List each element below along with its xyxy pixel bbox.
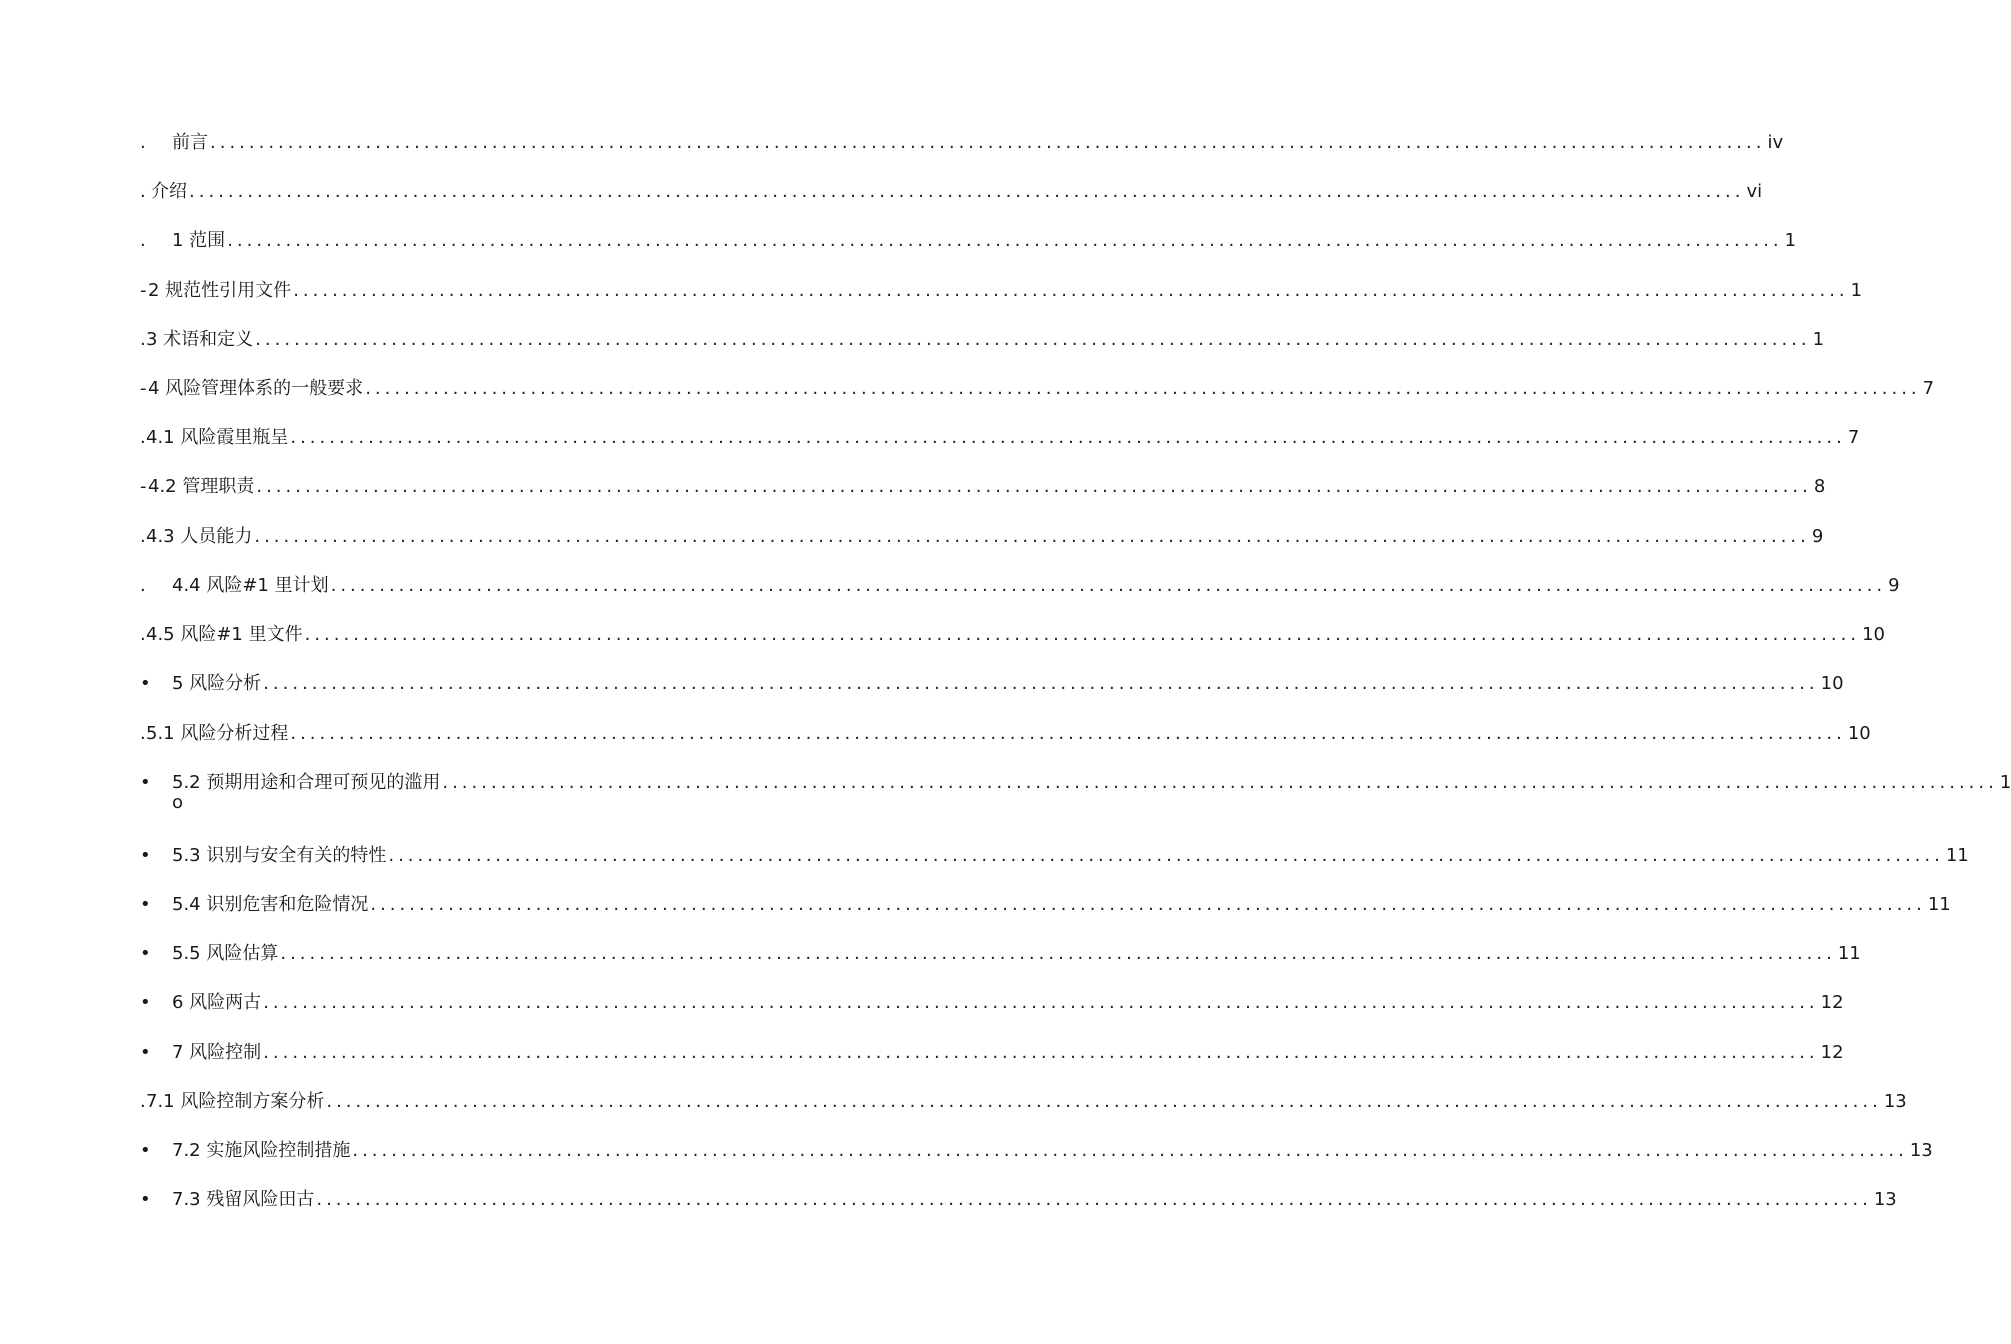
toc-entry-risk-control[interactable]	[140, 1038, 1844, 1068]
toc-entry-bullet: •	[140, 772, 151, 793]
toc-entry-prefix: .	[140, 1091, 146, 1112]
toc-entry-page: 1	[1812, 329, 1825, 350]
toc-entry-page: 12	[1820, 1042, 1844, 1063]
toc-entry-prefix: .	[140, 723, 146, 744]
dot-leader: ................................................................................................................................................................	[290, 723, 1846, 744]
dot-leader: ................................................................................................................................................................	[263, 992, 1819, 1013]
toc-entry-page: 13	[1883, 1091, 1907, 1112]
dot-leader: ................................................................................................................................................................	[442, 772, 1998, 793]
toc-entry-page: 10	[1847, 723, 1871, 744]
toc-entry-risk-evaluation[interactable]	[140, 988, 1844, 1018]
toc-entry-prefix: .	[140, 132, 146, 153]
toc-entry-foreword[interactable]	[140, 128, 1784, 158]
toc-entry-5-2[interactable]	[140, 768, 2011, 813]
toc-entry-prefix: -	[140, 476, 147, 497]
dot-leader: ................................................................................................................................................................	[352, 1140, 1908, 1161]
toc-entry-terms-definitions[interactable]	[140, 325, 1825, 355]
dot-leader: ................................................................................................................................................................	[256, 476, 1812, 497]
dot-leader: ................................................................................................................................................................	[326, 1091, 1882, 1112]
toc-entry-prefix: .	[140, 230, 146, 251]
toc-entry-prefix: .	[140, 181, 146, 202]
toc-entry-4-1[interactable]	[140, 423, 1860, 453]
toc-entry-title: 4.3 人员能力	[146, 526, 253, 547]
toc-entry-page: 1	[1784, 230, 1797, 251]
toc-entry-title: 7 风险控制	[172, 1042, 262, 1063]
toc-entry-general-requirements[interactable]	[140, 374, 1935, 404]
toc-entry-prefix: -	[140, 280, 147, 301]
toc-entry-title: 5.5 风险估算	[172, 943, 279, 964]
toc-entry-4-5[interactable]	[140, 620, 1885, 650]
toc-entry-bullet: •	[140, 1140, 151, 1161]
toc-entry-page: 13	[1909, 1140, 1933, 1161]
toc-entry-page: 9	[1888, 575, 1900, 596]
toc-entry-title: 介绍	[151, 181, 187, 202]
toc-entry-title: 4.4 风险#1 里计划	[172, 575, 329, 596]
toc-entry-page: 1	[1999, 772, 2011, 793]
dot-leader: ................................................................................................................................................................	[280, 943, 1836, 964]
toc-entry-risk-analysis[interactable]	[140, 669, 1844, 699]
dot-leader: ................................................................................................................................................................	[293, 280, 1849, 301]
toc-entry-title: 1 范围	[172, 230, 226, 251]
dot-leader: ................................................................................................................................................................	[254, 526, 1810, 547]
toc-entry-title: 7.1 风险控制方案分析	[146, 1091, 325, 1112]
toc-entry-prefix: .	[140, 329, 146, 350]
toc-entry-page: 13	[1873, 1189, 1897, 1210]
toc-entry-page: 7	[1847, 427, 1860, 448]
toc-entry-page: 9	[1811, 526, 1824, 547]
toc-entry-title: 4.1 风险霞里瓶呈	[146, 427, 289, 448]
toc-entry-bullet: •	[140, 943, 151, 964]
toc-entry-scope[interactable]	[140, 226, 1797, 256]
toc-entry-bullet: •	[140, 845, 151, 866]
dot-leader: ................................................................................................................................................................	[316, 1189, 1872, 1210]
toc-entry-prefix: .	[140, 427, 146, 448]
toc-entry-title: 5.2 预期用途和合理可预见的滥用	[172, 772, 441, 793]
toc-entry-7-3[interactable]	[140, 1185, 1897, 1215]
dot-leader: ................................................................................................................................................................	[388, 845, 1944, 866]
dot-leader: ................................................................................................................................................................	[189, 181, 1745, 202]
toc-entry-page: 8	[1813, 476, 1826, 497]
toc-entry-page: 11	[1927, 894, 1951, 915]
toc-entry-title: 6 风险两古	[172, 992, 262, 1013]
toc-entry-page: 11	[1837, 943, 1861, 964]
dot-leader: ................................................................................................................................................................	[370, 894, 1926, 915]
dot-leader: ................................................................................................................................................................	[255, 329, 1811, 350]
toc-entry-title: 5.4 识别危害和危险情况	[172, 894, 369, 915]
toc-entry-prefix: .	[140, 624, 146, 645]
toc-entry-4-3[interactable]	[140, 522, 1824, 552]
toc-entry-5-3[interactable]	[140, 841, 1969, 871]
toc-entry-4-4[interactable]	[140, 571, 1900, 601]
dot-leader: ................................................................................................................................................................	[227, 230, 1783, 251]
toc-entry-title: 4.2 管理职责	[148, 476, 255, 497]
dot-leader: ................................................................................................................................................................	[210, 132, 1766, 153]
toc-entry-bullet: •	[140, 1189, 151, 1210]
toc-entry-bullet: •	[140, 1042, 151, 1063]
toc-entry-title: 前言	[172, 132, 208, 153]
dot-leader: ................................................................................................................................................................	[290, 427, 1846, 448]
toc-entry-page-continuation: o	[172, 792, 184, 813]
toc-entry-page: 11	[1945, 845, 1969, 866]
toc-entry-prefix: .	[140, 575, 146, 596]
toc-entry-title: 7.3 残留风险田古	[172, 1189, 315, 1210]
toc-entry-title: 5.1 风险分析过程	[146, 723, 289, 744]
dot-leader: ................................................................................................................................................................	[263, 673, 1819, 694]
toc-entry-page: 10	[1862, 624, 1885, 645]
toc-entry-normative-references[interactable]	[140, 276, 1863, 306]
toc-entry-page: vi	[1746, 181, 1763, 202]
toc-entry-bullet: •	[140, 894, 151, 915]
toc-entry-7-2[interactable]	[140, 1136, 1933, 1166]
toc-entry-bullet: •	[140, 992, 151, 1013]
dot-leader: ................................................................................................................................................................	[304, 624, 1861, 645]
toc-entry-introduction[interactable]	[140, 177, 1763, 207]
toc-entry-prefix: -	[140, 378, 147, 399]
toc-entry-page: 12	[1820, 992, 1844, 1013]
toc-entry-page: 10	[1820, 673, 1844, 694]
toc-entry-7-1[interactable]	[140, 1087, 1907, 1117]
toc-entry-bullet: •	[140, 673, 151, 694]
toc-entry-page: iv	[1767, 132, 1784, 153]
toc-entry-title: 7.2 实施风险控制措施	[172, 1140, 351, 1161]
toc-entry-4-2[interactable]	[140, 472, 1826, 502]
toc-entry-title: 5.3 识别与安全有关的特性	[172, 845, 387, 866]
dot-leader: ................................................................................................................................................................	[365, 378, 1921, 399]
toc-entry-page: 7	[1922, 378, 1935, 399]
dot-leader: ................................................................................................................................................................	[330, 575, 1887, 596]
toc-entry-5-5[interactable]	[140, 939, 1861, 969]
toc-entry-5-4[interactable]	[140, 890, 1951, 920]
toc-entry-title: 4.5 风险#1 里文件	[146, 624, 303, 645]
toc-entry-title: 5 风险分析	[172, 673, 262, 694]
toc-entry-page: 1	[1850, 280, 1863, 301]
toc-entry-prefix: .	[140, 526, 146, 547]
toc-entry-title: 2 规范性引用文件	[148, 280, 292, 301]
toc-entry-5-1[interactable]	[140, 719, 1871, 749]
toc-entry-title: 3 术语和定义	[146, 329, 254, 350]
toc-entry-title: 4 风险管理体系的一般要求	[148, 378, 364, 399]
dot-leader: ................................................................................................................................................................	[263, 1042, 1819, 1063]
